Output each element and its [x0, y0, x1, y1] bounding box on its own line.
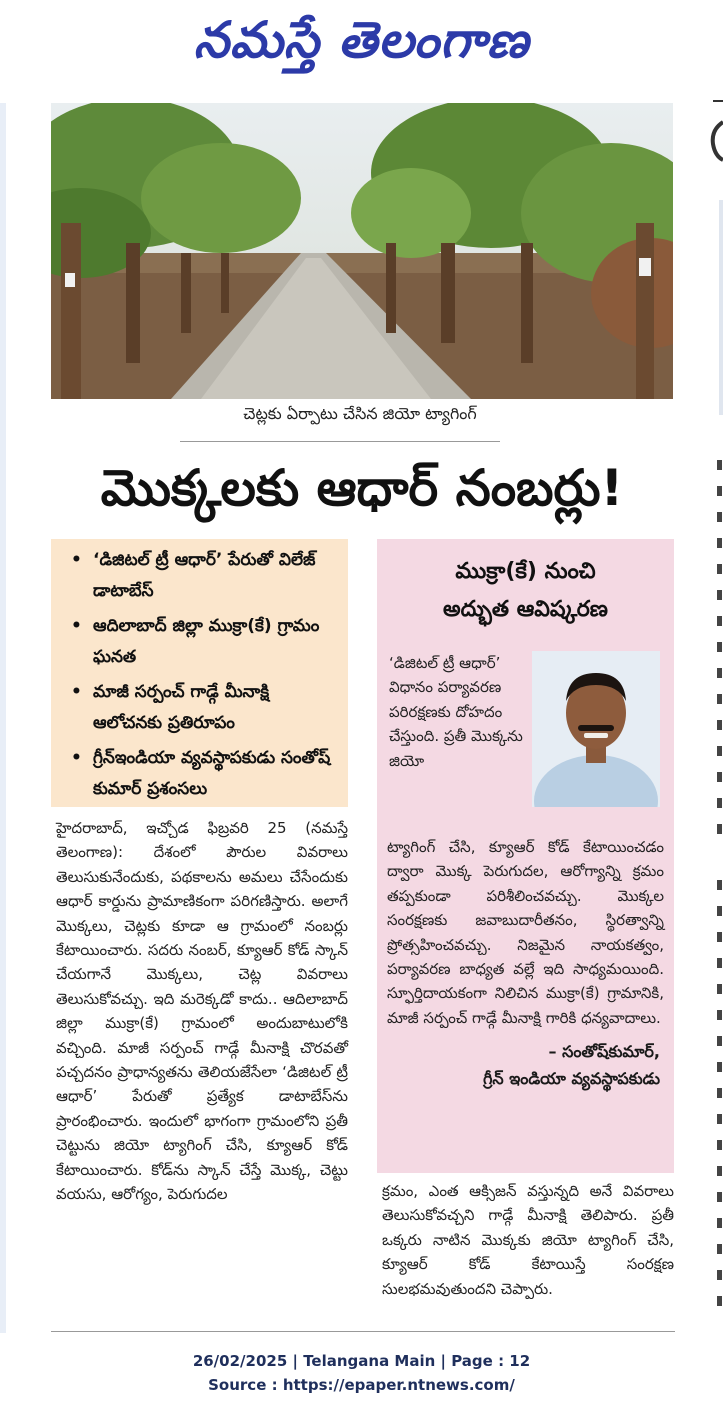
quote-text-top: ‘డిజిటల్ ట్రీ ఆధార్’ విధానం పర్యావరణ పరిరక్షణకు దోహదం చేస్తుంది. ప్రతీ మొక్కను జియో: [389, 654, 523, 770]
footer-divider: [51, 1331, 675, 1332]
bullet-icon: •: [71, 748, 82, 768]
highlight-text: గ్రీన్ఇండియా వ్యవస్థాపకుడు సంతోష్ కుమార్ ప్రశంసలు: [93, 748, 331, 799]
masthead-title: నమస్తే తెలంగాణ: [193, 11, 530, 69]
quote-signature-name: – సంతోష్‌కుమార్,: [548, 1042, 660, 1062]
caption-divider: [180, 441, 500, 442]
quote-signature-role: గ్రీన్ ఇండియా వ్యవస్థాపకుడు: [483, 1069, 660, 1089]
quote-title-line1: ముక్రా(కే) నుంచి: [455, 559, 596, 584]
article-body-right: క్రమం, ఎంత ఆక్సిజన్ వస్తున్నది అనే వివరాలు తెలుసుకోవచ్చని గాడ్గే మీనాక్షి తెలిపారు. ప్రతీ ఒక్కరు నాటిన మొక్కకు జియో ట్యాగింగ్ చేసి, క్యూఆర్ కోడ్ కేటాయిస్తే సంరక్షణ సులభమవుతుందని చెప్పారు.: [382, 1182, 674, 1298]
portrait-illustration: [532, 651, 660, 807]
adjacent-article-fragment: [705, 100, 723, 1340]
highlight-item: [59, 677, 340, 739]
article-headline: మొక్కలకు ఆధార్ నంబర్లు!: [100, 459, 624, 517]
left-page-edge: [0, 103, 6, 1333]
footer-source-link[interactable]: Source : https://epaper.ntnews.com/: [208, 1376, 515, 1394]
photo-caption: చెట్లకు ఏర్పాటు చేసిన జియో ట్యాగింగ్: [243, 404, 477, 423]
masthead: [0, 0, 723, 80]
quote-box-continued: [377, 835, 674, 1173]
highlight-text: మాజీ సర్పంచ్ గాడ్గే మీనాక్షి ఆలోచనకు ప్రతిరూపం: [93, 682, 270, 733]
highlight-item: [59, 545, 340, 607]
photo-illustration: [51, 103, 673, 399]
highlight-item: [59, 743, 340, 805]
quote-text-bottom: ట్యాగింగ్ చేసి, క్యూఆర్ కోడ్ కేటాయించడం ద్వారా మొక్క పెరుగుదల, ఆరోగ్యాన్ని క్రమం తప్పకుండా పరిశీలించవచ్చు. మొక్కల సంరక్షణకు జవాబుదారీతనం, స్థిరత్వాన్ని ప్రోత్సహించవచ్చు. నిజమైన నాయకత్వం, పర్యావరణ బాధ్యత వల్లే ఇది సాధ్యమయింది. స్ఫూర్తిదాయకంగా నిలిచిన ముక్రా(కే) గ్రామానికి, మాజీ సర్పంచ్ గాడ్గే మీనాక్షి గారికి ధన్యవాదాలు.: [387, 838, 664, 1027]
adjacent-article-edge: [705, 100, 723, 1340]
quote-title-line2: అద్భుత ఆవిష్కరణ: [443, 597, 608, 622]
highlights-box: [51, 539, 348, 807]
highlight-text: ‘డిజిటల్ ట్రీ ఆధార్’ పేరుతో విలేజ్ డాటాబేస్: [93, 550, 316, 601]
santosh-kumar-portrait: [532, 651, 660, 807]
bullet-icon: •: [71, 616, 82, 636]
footer-date-edition: 26/02/2025 | Telangana Main | Page : 12: [192, 1352, 531, 1370]
highlight-item: [59, 611, 340, 673]
bullet-icon: •: [71, 550, 82, 570]
tree-lined-road-photo: [51, 103, 673, 399]
quote-box: [377, 539, 674, 835]
bullet-icon: •: [71, 682, 82, 702]
highlight-text: ఆదిలాబాద్ జిల్లా ముక్రా(కే) గ్రామం ఘనత: [93, 616, 320, 667]
article-body-left: హైదరాబాద్, ఇచ్చోడ ఫిబ్రవరి 25 (నమస్తే తెలంగాణ): దేశంలో పౌరుల వివరాలు తెలుసుకునేందుకు, పథకాలను అమలు చేసేందుకు ఆధార్ కార్డును ప్రామాణికంగా పరిగణిస్తారు. అలాగే మొక్కలు, చెట్లకు కూడా ఆ గ్రామంలో నంబర్లు కేటాయించారు. సదరు నంబర్, క్యూఆర్ కోడ్ స్కాన్ చేయగానే మొక్కలు, చెట్ల వివరాలు తెలుసుకోవచ్చు. ఇది మరెక్కడో కాదు.. ఆదిలాబాద్ జిల్లా ముక్రా(కే) గ్రామంలో అందుబాటులోకి వచ్చింది. మాజీ సర్పంచ్ గాడ్గే మీనాక్షి చొరవతో పచ్చదనం ప్రాధాన్యతను తెలియజేసేలా ‘డిజిటల్ ట్రీ ఆధార్’ పేరుతో ప్రత్యేక డాటాబేస్‌ను ప్రారంభించారు. ఇందులో భాగంగా గ్రామంలోని ప్రతీ చెట్టును జియో ట్యాగింగ్ చేసి, క్యూఆర్ కోడ్ కేటాయించారు. కోడ్‌ను స్కాన్ చేస్తే మొక్క, చెట్టు వయసు, ఆరోగ్యం, పెరుగుదల: [56, 819, 348, 1204]
